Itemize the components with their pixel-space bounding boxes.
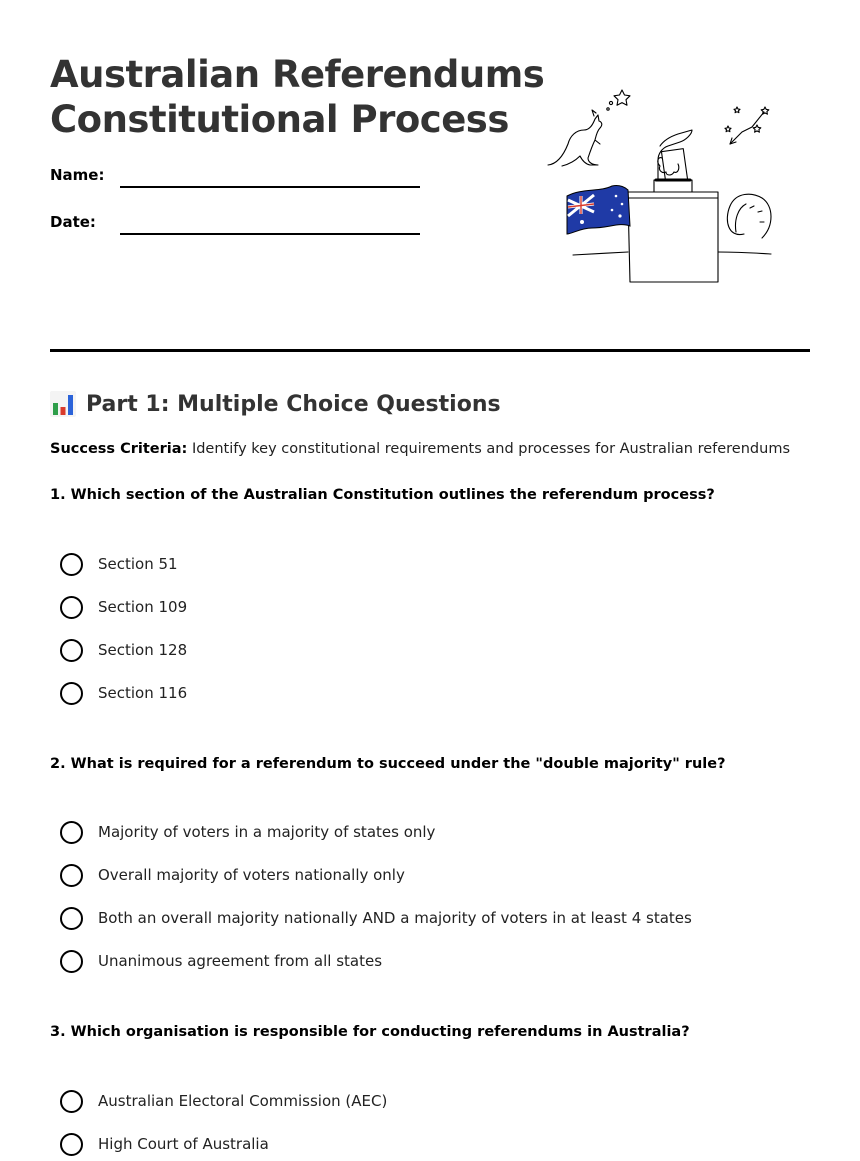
option-1b[interactable] (60, 594, 187, 620)
option-label: Section 109 (98, 598, 188, 616)
australian-flag-icon (567, 185, 630, 234)
ballot-box (628, 192, 718, 282)
radio-button[interactable] (60, 1090, 83, 1113)
radio-button[interactable] (60, 821, 83, 844)
option-label: Section 116 (98, 684, 188, 702)
option-2c[interactable] (60, 905, 692, 931)
criteria-text: Identify key constitutional requirements and processes for Australian referendums (187, 441, 790, 457)
option-label: Australian Electoral Commission (AEC) (98, 1092, 388, 1110)
ballot-box-illustration (540, 88, 790, 293)
option-label: Section 128 (98, 641, 188, 659)
title-line-2: Constitutional Process (50, 98, 509, 141)
option-2b[interactable] (60, 862, 405, 888)
radio-button[interactable] (60, 907, 83, 930)
radio-button[interactable] (60, 864, 83, 887)
option-2d[interactable] (60, 948, 382, 974)
bar-chart-icon (50, 391, 76, 417)
radio-button[interactable] (60, 682, 83, 705)
option-2a[interactable] (60, 819, 435, 845)
question-3: 3. Which organisation is responsible for conducting referendums in Australia? (50, 1024, 690, 1040)
option-1c[interactable] (60, 637, 187, 663)
name-field[interactable] (120, 186, 420, 188)
option-label: Section 51 (98, 555, 178, 573)
question-1: 1. Which section of the Australian Constitution outlines the referendum process? (50, 487, 715, 503)
option-label: Both an overall majority nationally AND a majority of voters in at least 4 states (98, 909, 692, 927)
date-field[interactable] (120, 233, 420, 235)
part1-heading: Part 1: Multiple Choice Questions (86, 391, 501, 417)
radio-button[interactable] (60, 553, 83, 576)
criteria-label: Success Criteria: (50, 441, 188, 457)
radio-button[interactable] (60, 596, 83, 619)
star-icon (614, 90, 630, 105)
worksheet-title (50, 52, 544, 142)
option-3b[interactable] (60, 1131, 269, 1157)
option-3a[interactable] (60, 1088, 387, 1114)
success-criteria (50, 441, 790, 457)
option-label: Unanimous agreement from all states (98, 952, 383, 970)
name-label: Name: (50, 166, 105, 184)
section-divider (50, 349, 810, 352)
option-label: Majority of voters in a majority of states only (98, 823, 436, 841)
radio-button[interactable] (60, 1133, 83, 1156)
option-1d[interactable] (60, 680, 187, 706)
radio-button[interactable] (60, 639, 83, 662)
part1-header (50, 388, 501, 420)
option-1a[interactable] (60, 551, 178, 577)
question-2: 2. What is required for a referendum to succeed under the "double majority" rule? (50, 756, 726, 772)
option-label: Overall majority of voters nationally only (98, 866, 405, 884)
date-label: Date: (50, 213, 96, 231)
radio-button[interactable] (60, 950, 83, 973)
kangaroo-icon (548, 115, 602, 166)
title-line-1: Australian Referendums (50, 53, 545, 96)
option-label: High Court of Australia (98, 1135, 269, 1153)
